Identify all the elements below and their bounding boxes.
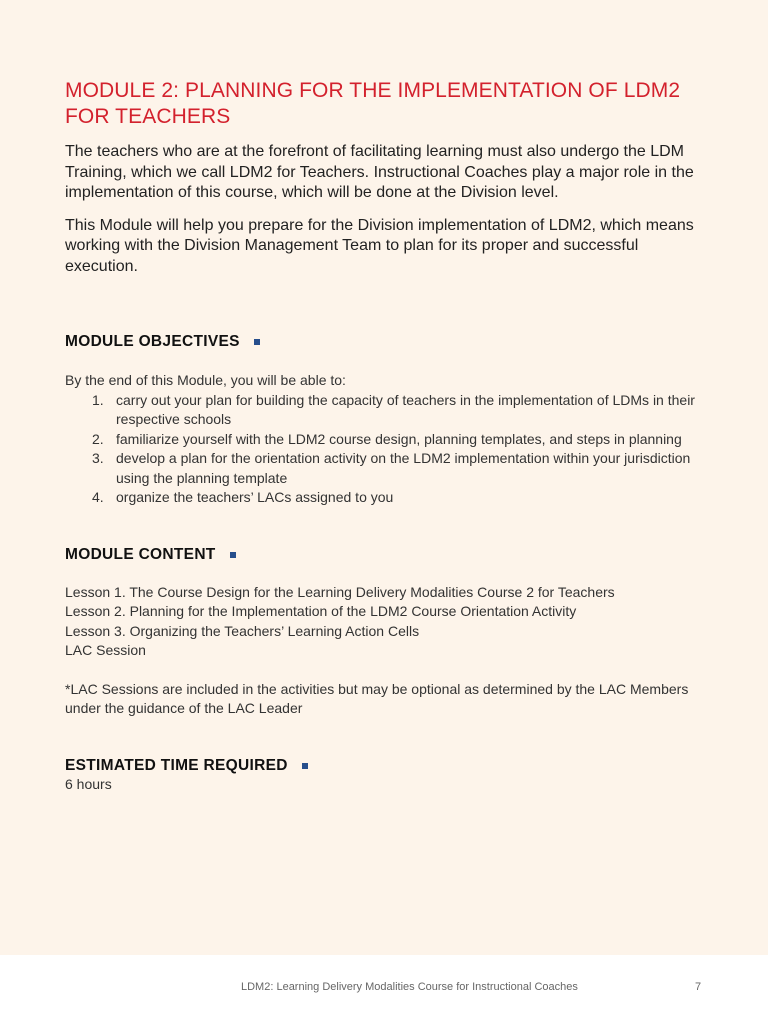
intro-paragraph: This Module will help you prepare for the Division implementation of LDM2, which means working with the Division Management Team to plan for its proper and successful execution. bbox=[65, 216, 694, 275]
square-bullet-icon bbox=[254, 339, 260, 345]
time-heading-label: ESTIMATED TIME REQUIRED bbox=[65, 756, 288, 774]
content-heading-label: MODULE CONTENT bbox=[65, 545, 216, 563]
objectives-list bbox=[65, 391, 705, 508]
list-item: Lesson 1. The Course Design for the Learning Delivery Modalities Course 2 for Teachers bbox=[65, 583, 615, 600]
module-title: MODULE 2: PLANNING FOR THE IMPLEMENTATION OF LDM2 FOR TEACHERS bbox=[65, 79, 681, 128]
intro bbox=[65, 142, 705, 277]
footer-text: LDM2: Learning Delivery Modalities Course for Instructional Coaches bbox=[241, 981, 578, 993]
objectives-heading bbox=[65, 333, 705, 351]
list-item: Lesson 3. Organizing the Teachers’ Learning Action Cells bbox=[65, 622, 420, 639]
intro-paragraph: The teachers who are at the forefront of facilitating learning must also undergo the LDM Training, which we call LDM2 for Teachers. Instructional Coaches play a major role in the implementation of this course, which will be done at the Division level. bbox=[65, 143, 694, 201]
list-item: 4. organize the teachers’ LACs assigned to you bbox=[92, 489, 394, 505]
list-item: 1. carry out your plan for building the capacity of teachers in the implementation of LDMs in their respective schools bbox=[92, 391, 695, 427]
lessons-list bbox=[65, 583, 705, 661]
page-body bbox=[65, 78, 705, 794]
objectives-heading-label: MODULE OBJECTIVES bbox=[65, 333, 240, 350]
page-number: 7 bbox=[695, 981, 702, 993]
square-bullet-icon bbox=[230, 552, 236, 558]
list-item: LAC Session bbox=[65, 642, 146, 658]
time-heading bbox=[65, 757, 705, 775]
objectives-lead: By the end of this Module, you will be able to: bbox=[65, 372, 346, 388]
list-item: 2. familiarize yourself with the LDM2 course design, planning templates, and steps in planning bbox=[92, 430, 682, 447]
square-bullet-icon bbox=[302, 763, 308, 769]
time-value: 6 hours bbox=[65, 775, 112, 792]
footer bbox=[0, 955, 768, 1024]
list-item: 3. develop a plan for the orientation activity on the LDM2 implementation within your jurisdiction using the planning template bbox=[92, 450, 691, 486]
lac-note: *LAC Sessions are included in the activities but may be optional as determined by the LAC Members under the guidance of the LAC Leader bbox=[65, 680, 689, 716]
list-item: Lesson 2. Planning for the Implementation of the LDM2 Course Orientation Activity bbox=[65, 603, 577, 619]
content-heading bbox=[65, 546, 705, 564]
